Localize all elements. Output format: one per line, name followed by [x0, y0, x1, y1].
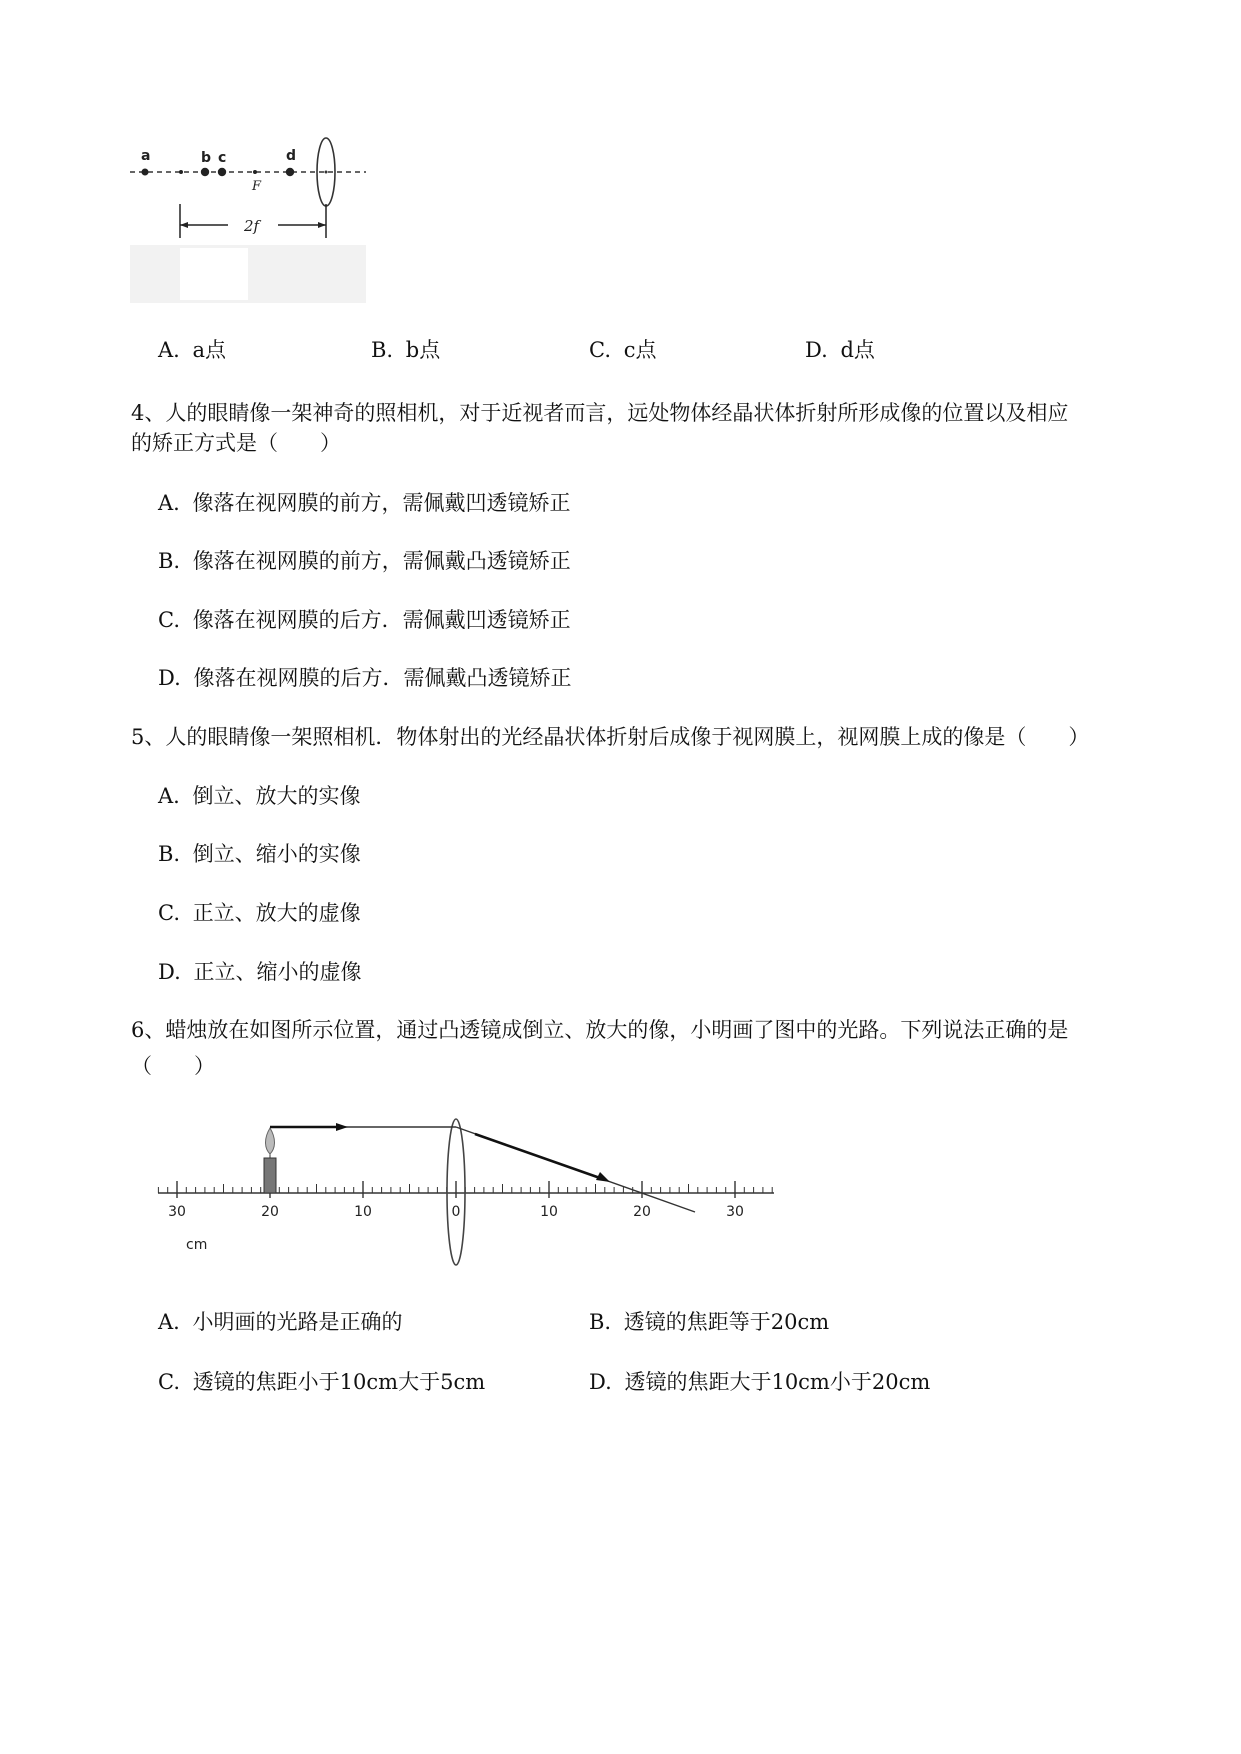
point-f [253, 170, 257, 174]
option-key: D. [805, 338, 828, 362]
label-b: b [201, 150, 212, 166]
option-key: B. [589, 1310, 612, 1334]
option-key: D. [158, 960, 181, 984]
option-key: A. [158, 1310, 180, 1334]
candle-flame [266, 1128, 275, 1154]
incident-ray-arrowhead [336, 1123, 348, 1131]
q6-stem-text: 蜡烛放在如图所示位置，通过凸透镜成倒立、放大的像，小明画了图中的光路。下列说法正确的是 [165, 1018, 1069, 1042]
option-text: c点 [623, 338, 657, 362]
ruler-unit-label: cm [186, 1237, 208, 1253]
q5-stem-text: 人的眼睛像一架照相机．物体射出的光经晶状体折射后成像于视网膜上，视网膜上成的像是（ ） [165, 725, 1090, 749]
q6-option-b[interactable] [589, 1307, 829, 1337]
q3-option-d[interactable] [805, 335, 875, 365]
dimension-arrow-left [180, 222, 188, 228]
label-a: a [141, 148, 151, 164]
ruler-label: 10 [540, 1204, 558, 1220]
option-text: b点 [405, 338, 441, 362]
ruler-label: 30 [168, 1204, 186, 1220]
option-key: B. [158, 842, 181, 866]
option-text: 透镜的焦距小于10cm大于5cm [192, 1370, 486, 1394]
option-text: a点 [192, 338, 227, 362]
label-focal-point: F [252, 179, 262, 194]
refracted-ray-arrowhead [596, 1172, 610, 1182]
option-key: D. [158, 666, 181, 690]
option-text: 像落在视网膜的后方．需佩戴凸透镜矫正 [193, 666, 572, 690]
option-key: A. [158, 338, 180, 362]
q4-stem-line1 [131, 398, 1069, 428]
ruler-label: 10 [354, 1204, 372, 1220]
point-2f [179, 170, 183, 174]
figure-background-gap [180, 248, 248, 300]
q3-option-b[interactable] [371, 335, 440, 365]
lens-center-dot [325, 171, 328, 174]
q3-option-c[interactable] [589, 335, 656, 365]
option-text: 正立、缩小的虚像 [193, 960, 362, 984]
option-key: B. [158, 549, 181, 573]
option-key: C. [158, 608, 180, 632]
q5-option-a[interactable] [158, 781, 361, 811]
option-text: 正立、放大的虚像 [192, 901, 361, 925]
option-text: 像落在视网膜的前方，需佩戴凸透镜矫正 [192, 549, 571, 573]
option-key: A. [158, 491, 180, 515]
option-key: D. [589, 1370, 612, 1394]
option-key: C. [158, 901, 180, 925]
lens-points-diagram [128, 130, 373, 305]
q5-option-b[interactable] [158, 839, 361, 869]
ruler-ticks [150, 1181, 772, 1198]
option-text: 透镜的焦距大于10cm小于20cm [624, 1370, 931, 1394]
q5-option-d[interactable] [158, 957, 361, 987]
q5-stem-line1 [131, 722, 1090, 752]
q6-stem-line1 [131, 1015, 1069, 1045]
dimension-arrow-right [318, 222, 326, 228]
q4-stem-text: 人的眼睛像一架神奇的照相机，对于近视者而言，远处物体经晶状体折射所形成像的位置以及相应 [165, 401, 1069, 425]
option-key: C. [589, 338, 611, 362]
option-text: 透镜的焦距等于20cm [623, 1310, 830, 1334]
q5-option-c[interactable] [158, 898, 361, 928]
candle-body [264, 1158, 276, 1193]
option-key: C. [158, 1370, 180, 1394]
candle-lens-diagram [150, 1110, 780, 1280]
q6-option-c[interactable] [158, 1367, 485, 1397]
q5-number: 5、 [131, 725, 166, 749]
ruler-labels [168, 1204, 744, 1220]
option-text: 像落在视网膜的后方．需佩戴凹透镜矫正 [192, 608, 571, 632]
figure-lens-points [128, 130, 373, 305]
ruler-label: 20 [633, 1204, 651, 1220]
option-text: 像落在视网膜的前方，需佩戴凹透镜矫正 [192, 491, 571, 515]
ruler-label: 30 [726, 1204, 744, 1220]
q6-number: 6、 [131, 1018, 166, 1042]
point-d [286, 168, 294, 176]
option-text: 小明画的光路是正确的 [192, 1310, 403, 1334]
point-a [142, 169, 149, 176]
label-c: c [218, 150, 227, 166]
q6-option-d[interactable] [589, 1367, 930, 1397]
ruler-label: 0 [451, 1204, 461, 1220]
option-text: 倒立、放大的实像 [192, 784, 361, 808]
point-b [201, 168, 209, 176]
q4-number: 4、 [131, 401, 166, 425]
option-key: B. [371, 338, 394, 362]
q6-stem-line2: （ ） [131, 1054, 215, 1078]
label-d: d [286, 148, 297, 164]
q4-option-b[interactable] [158, 546, 571, 576]
figure-candle-lens [150, 1110, 780, 1280]
ruler-label: 20 [261, 1204, 279, 1220]
q4-option-d[interactable] [158, 663, 571, 693]
q6-option-a[interactable] [158, 1307, 403, 1337]
q4-option-a[interactable] [158, 488, 571, 518]
option-text: 倒立、缩小的实像 [192, 842, 361, 866]
option-key: A. [158, 784, 180, 808]
point-c [218, 168, 226, 176]
refracted-ray-arrow-shaft [475, 1134, 600, 1178]
q3-option-a[interactable] [158, 335, 226, 365]
q4-option-c[interactable] [158, 605, 571, 635]
option-text: d点 [840, 338, 875, 362]
q4-stem-line2: 的矫正方式是（ ） [131, 431, 341, 455]
label-2f: 2f [244, 217, 260, 235]
